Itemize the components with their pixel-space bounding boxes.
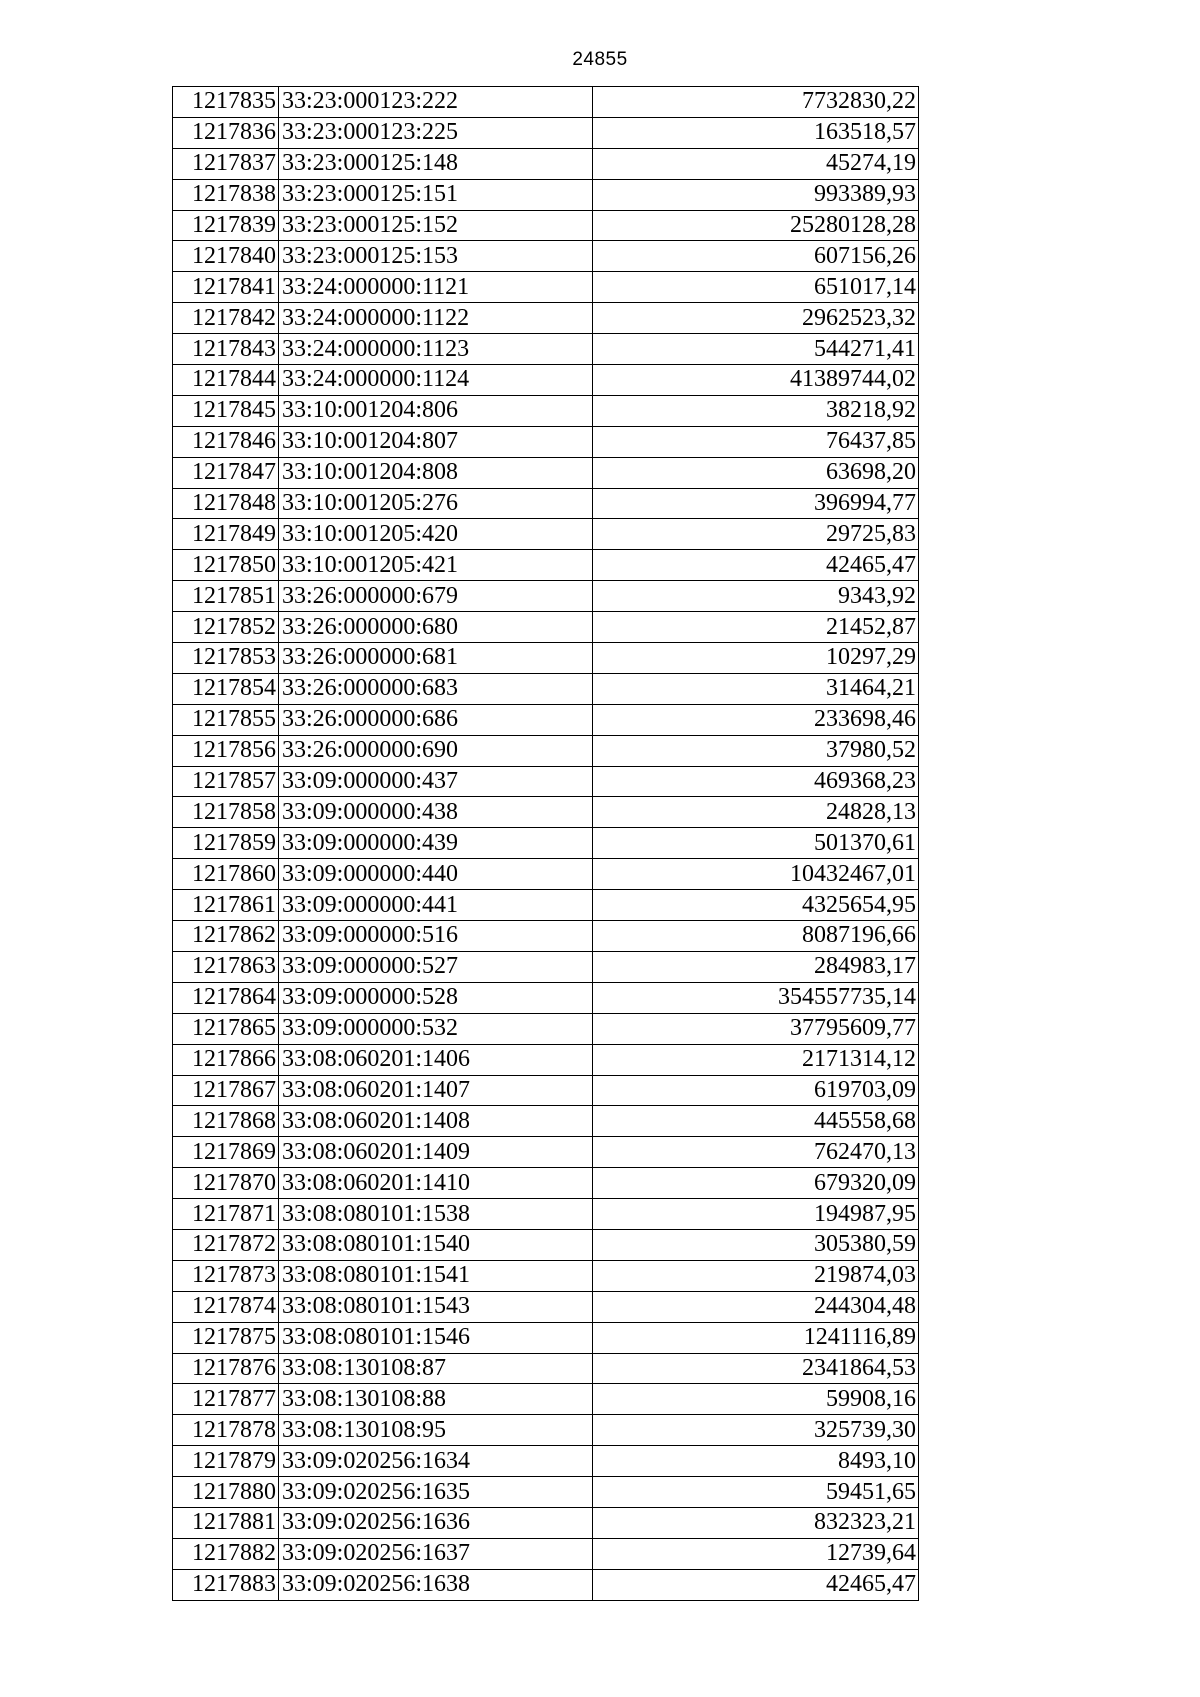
table-row <box>173 704 919 735</box>
row-id-cell: 1217883 <box>173 1569 279 1600</box>
row-id-cell: 1217840 <box>173 241 279 272</box>
table-row <box>173 426 919 457</box>
row-id-cell: 1217861 <box>173 890 279 921</box>
value-cell: 9343,92 <box>593 581 919 612</box>
value-cell: 38218,92 <box>593 395 919 426</box>
row-id-cell: 1217860 <box>173 859 279 890</box>
cadastral-number-cell: 33:10:001204:808 <box>279 457 593 488</box>
table-row <box>173 1168 919 1199</box>
table-row <box>173 1415 919 1446</box>
value-cell: 305380,59 <box>593 1229 919 1260</box>
value-cell: 219874,03 <box>593 1260 919 1291</box>
table-row <box>173 179 919 210</box>
table-row <box>173 1044 919 1075</box>
value-cell: 445558,68 <box>593 1106 919 1137</box>
table-row <box>173 1446 919 1477</box>
row-id-cell: 1217857 <box>173 766 279 797</box>
cadastral-number-cell: 33:09:000000:516 <box>279 921 593 952</box>
row-id-cell: 1217853 <box>173 643 279 674</box>
value-cell: 42465,47 <box>593 550 919 581</box>
cadastral-number-cell: 33:09:000000:532 <box>279 1013 593 1044</box>
cadastral-number-cell: 33:09:020256:1635 <box>279 1477 593 1508</box>
cadastral-number-cell: 33:26:000000:681 <box>279 643 593 674</box>
row-id-cell: 1217855 <box>173 704 279 735</box>
table-row <box>173 457 919 488</box>
cadastral-number-cell: 33:23:000123:225 <box>279 117 593 148</box>
value-cell: 2962523,32 <box>593 303 919 334</box>
table-row <box>173 612 919 643</box>
row-id-cell: 1217879 <box>173 1446 279 1477</box>
table-row <box>173 890 919 921</box>
table-row <box>173 272 919 303</box>
value-cell: 45274,19 <box>593 148 919 179</box>
table-row <box>173 550 919 581</box>
row-id-cell: 1217838 <box>173 179 279 210</box>
table-row <box>173 148 919 179</box>
table-row <box>173 519 919 550</box>
table-row <box>173 581 919 612</box>
page-number: 24855 <box>572 49 628 70</box>
table-row <box>173 1569 919 1600</box>
row-id-cell: 1217876 <box>173 1353 279 1384</box>
table-row <box>173 87 919 118</box>
row-id-cell: 1217866 <box>173 1044 279 1075</box>
cadastral-number-cell: 33:08:080101:1543 <box>279 1291 593 1322</box>
table-row <box>173 1013 919 1044</box>
table-row <box>173 1477 919 1508</box>
cadastral-number-cell: 33:09:000000:528 <box>279 982 593 1013</box>
value-cell: 469368,23 <box>593 766 919 797</box>
cadastral-number-cell: 33:26:000000:679 <box>279 581 593 612</box>
cadastral-number-cell: 33:09:000000:527 <box>279 951 593 982</box>
row-id-cell: 1217872 <box>173 1229 279 1260</box>
row-id-cell: 1217849 <box>173 519 279 550</box>
table-row <box>173 1229 919 1260</box>
row-id-cell: 1217881 <box>173 1507 279 1538</box>
value-cell: 59451,65 <box>593 1477 919 1508</box>
row-id-cell: 1217845 <box>173 395 279 426</box>
value-cell: 31464,21 <box>593 673 919 704</box>
cadastral-number-cell: 33:24:000000:1122 <box>279 303 593 334</box>
table-row <box>173 241 919 272</box>
row-id-cell: 1217864 <box>173 982 279 1013</box>
row-id-cell: 1217863 <box>173 951 279 982</box>
value-cell: 7732830,22 <box>593 87 919 118</box>
table-row <box>173 766 919 797</box>
value-cell: 12739,64 <box>593 1538 919 1569</box>
row-id-cell: 1217868 <box>173 1106 279 1137</box>
row-id-cell: 1217852 <box>173 612 279 643</box>
value-cell: 651017,14 <box>593 272 919 303</box>
cadastral-number-cell: 33:08:080101:1541 <box>279 1260 593 1291</box>
row-id-cell: 1217869 <box>173 1137 279 1168</box>
table-row <box>173 488 919 519</box>
row-id-cell: 1217867 <box>173 1075 279 1106</box>
cadastral-number-cell: 33:08:080101:1540 <box>279 1229 593 1260</box>
row-id-cell: 1217835 <box>173 87 279 118</box>
cadastral-number-cell: 33:08:080101:1538 <box>279 1199 593 1230</box>
row-id-cell: 1217854 <box>173 673 279 704</box>
table-row <box>173 334 919 365</box>
value-cell: 63698,20 <box>593 457 919 488</box>
table-row <box>173 1260 919 1291</box>
cadastral-number-cell: 33:09:020256:1636 <box>279 1507 593 1538</box>
value-cell: 8493,10 <box>593 1446 919 1477</box>
value-cell: 607156,26 <box>593 241 919 272</box>
cadastral-number-cell: 33:08:130108:87 <box>279 1353 593 1384</box>
cadastral-number-cell: 33:23:000125:151 <box>279 179 593 210</box>
cadastral-number-cell: 33:24:000000:1124 <box>279 365 593 396</box>
row-id-cell: 1217837 <box>173 148 279 179</box>
cadastral-number-cell: 33:08:130108:88 <box>279 1384 593 1415</box>
value-cell: 501370,61 <box>593 828 919 859</box>
row-id-cell: 1217858 <box>173 797 279 828</box>
row-id-cell: 1217856 <box>173 735 279 766</box>
value-cell: 163518,57 <box>593 117 919 148</box>
row-id-cell: 1217836 <box>173 117 279 148</box>
table-row <box>173 303 919 334</box>
value-cell: 21452,87 <box>593 612 919 643</box>
table-row <box>173 828 919 859</box>
row-id-cell: 1217842 <box>173 303 279 334</box>
table-row <box>173 982 919 1013</box>
row-id-cell: 1217850 <box>173 550 279 581</box>
row-id-cell: 1217878 <box>173 1415 279 1446</box>
data-table <box>172 86 919 1601</box>
cadastral-number-cell: 33:08:060201:1406 <box>279 1044 593 1075</box>
table-row <box>173 1137 919 1168</box>
value-cell: 25280128,28 <box>593 210 919 241</box>
row-id-cell: 1217848 <box>173 488 279 519</box>
value-cell: 762470,13 <box>593 1137 919 1168</box>
value-cell: 194987,95 <box>593 1199 919 1230</box>
value-cell: 8087196,66 <box>593 921 919 952</box>
value-cell: 76437,85 <box>593 426 919 457</box>
table-row <box>173 365 919 396</box>
table-row <box>173 1353 919 1384</box>
value-cell: 10297,29 <box>593 643 919 674</box>
value-cell: 41389744,02 <box>593 365 919 396</box>
value-cell: 29725,83 <box>593 519 919 550</box>
table-body <box>173 87 919 1601</box>
value-cell: 832323,21 <box>593 1507 919 1538</box>
table-row <box>173 1322 919 1353</box>
row-id-cell: 1217871 <box>173 1199 279 1230</box>
cadastral-number-cell: 33:24:000000:1121 <box>279 272 593 303</box>
table-row <box>173 1291 919 1322</box>
table-row <box>173 735 919 766</box>
table-row <box>173 1538 919 1569</box>
cadastral-number-cell: 33:08:060201:1408 <box>279 1106 593 1137</box>
table-row <box>173 117 919 148</box>
row-id-cell: 1217841 <box>173 272 279 303</box>
cadastral-number-cell: 33:23:000125:148 <box>279 148 593 179</box>
cadastral-number-cell: 33:09:000000:441 <box>279 890 593 921</box>
cadastral-number-cell: 33:26:000000:680 <box>279 612 593 643</box>
table-row <box>173 859 919 890</box>
cadastral-number-cell: 33:10:001204:807 <box>279 426 593 457</box>
row-id-cell: 1217851 <box>173 581 279 612</box>
value-cell: 679320,09 <box>593 1168 919 1199</box>
table-row <box>173 921 919 952</box>
table-row <box>173 797 919 828</box>
table-row <box>173 673 919 704</box>
value-cell: 325739,30 <box>593 1415 919 1446</box>
cadastral-number-cell: 33:09:000000:437 <box>279 766 593 797</box>
value-cell: 244304,48 <box>593 1291 919 1322</box>
cadastral-number-cell: 33:10:001204:806 <box>279 395 593 426</box>
value-cell: 1241116,89 <box>593 1322 919 1353</box>
cadastral-number-cell: 33:26:000000:686 <box>279 704 593 735</box>
value-cell: 2171314,12 <box>593 1044 919 1075</box>
row-id-cell: 1217875 <box>173 1322 279 1353</box>
value-cell: 233698,46 <box>593 704 919 735</box>
row-id-cell: 1217839 <box>173 210 279 241</box>
row-id-cell: 1217862 <box>173 921 279 952</box>
row-id-cell: 1217870 <box>173 1168 279 1199</box>
value-cell: 42465,47 <box>593 1569 919 1600</box>
value-cell: 396994,77 <box>593 488 919 519</box>
cadastral-number-cell: 33:08:060201:1409 <box>279 1137 593 1168</box>
table-row <box>173 1507 919 1538</box>
row-id-cell: 1217859 <box>173 828 279 859</box>
row-id-cell: 1217882 <box>173 1538 279 1569</box>
table-row <box>173 210 919 241</box>
cadastral-number-cell: 33:08:060201:1410 <box>279 1168 593 1199</box>
table-row <box>173 643 919 674</box>
cadastral-number-cell: 33:23:000125:153 <box>279 241 593 272</box>
value-cell: 4325654,95 <box>593 890 919 921</box>
cadastral-number-cell: 33:10:001205:276 <box>279 488 593 519</box>
value-cell: 2341864,53 <box>593 1353 919 1384</box>
row-id-cell: 1217873 <box>173 1260 279 1291</box>
cadastral-number-cell: 33:26:000000:683 <box>279 673 593 704</box>
value-cell: 354557735,14 <box>593 982 919 1013</box>
table-row <box>173 1384 919 1415</box>
value-cell: 59908,16 <box>593 1384 919 1415</box>
cadastral-number-cell: 33:09:000000:438 <box>279 797 593 828</box>
cadastral-number-cell: 33:26:000000:690 <box>279 735 593 766</box>
table-row <box>173 951 919 982</box>
row-id-cell: 1217843 <box>173 334 279 365</box>
row-id-cell: 1217847 <box>173 457 279 488</box>
table-row <box>173 395 919 426</box>
cadastral-number-cell: 33:24:000000:1123 <box>279 334 593 365</box>
cadastral-number-cell: 33:08:080101:1546 <box>279 1322 593 1353</box>
row-id-cell: 1217844 <box>173 365 279 396</box>
cadastral-number-cell: 33:09:000000:440 <box>279 859 593 890</box>
value-cell: 619703,09 <box>593 1075 919 1106</box>
cadastral-number-cell: 33:09:020256:1638 <box>279 1569 593 1600</box>
value-cell: 993389,93 <box>593 179 919 210</box>
row-id-cell: 1217846 <box>173 426 279 457</box>
row-id-cell: 1217865 <box>173 1013 279 1044</box>
table-row <box>173 1106 919 1137</box>
row-id-cell: 1217874 <box>173 1291 279 1322</box>
cadastral-number-cell: 33:10:001205:420 <box>279 519 593 550</box>
value-cell: 24828,13 <box>593 797 919 828</box>
row-id-cell: 1217880 <box>173 1477 279 1508</box>
table-row <box>173 1075 919 1106</box>
cadastral-number-cell: 33:23:000125:152 <box>279 210 593 241</box>
cadastral-number-cell: 33:09:020256:1634 <box>279 1446 593 1477</box>
value-cell: 10432467,01 <box>593 859 919 890</box>
value-cell: 37980,52 <box>593 735 919 766</box>
value-cell: 37795609,77 <box>593 1013 919 1044</box>
cadastral-number-cell: 33:09:000000:439 <box>279 828 593 859</box>
row-id-cell: 1217877 <box>173 1384 279 1415</box>
table-row <box>173 1199 919 1230</box>
cadastral-number-cell: 33:08:130108:95 <box>279 1415 593 1446</box>
cadastral-number-cell: 33:10:001205:421 <box>279 550 593 581</box>
cadastral-number-cell: 33:09:020256:1637 <box>279 1538 593 1569</box>
value-cell: 544271,41 <box>593 334 919 365</box>
value-cell: 284983,17 <box>593 951 919 982</box>
cadastral-number-cell: 33:23:000123:222 <box>279 87 593 118</box>
cadastral-number-cell: 33:08:060201:1407 <box>279 1075 593 1106</box>
